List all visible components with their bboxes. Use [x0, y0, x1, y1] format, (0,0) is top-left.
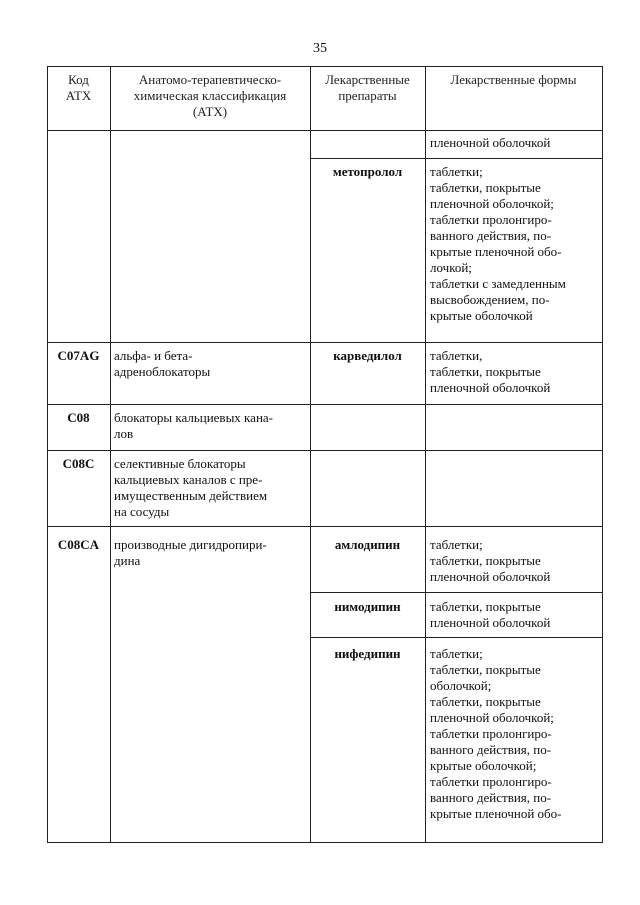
header-code: Код АТХ: [65, 72, 92, 103]
forms-cell: таблетки; таблетки, покрытые оболочкой; таблетки, покрытые пленочной оболочкой; таблетки пролонгиро- ванного действия, по- крытые оболочкой; таблетки пролонгиро- ванного действия, по- крытые пленочной обо-: [430, 646, 562, 821]
classification-cell: селективные блокаторы кальциевых каналов с пре- имущественным действием на сосуды: [114, 456, 268, 519]
header-classification: Анатомо-терапевтическо- химическая классификация (АТХ): [133, 72, 287, 119]
table-border-bottom: [47, 842, 602, 843]
code-cell: C08C: [62, 456, 95, 471]
forms-cell: таблетки, покрытые пленочной оболочкой: [430, 599, 551, 630]
column-divider: [310, 66, 311, 843]
drug-cell: нимодипин: [334, 599, 401, 614]
drug-cell: метопролол: [332, 164, 403, 179]
forms-cell: пленочной оболочкой: [430, 135, 551, 150]
row-divider: [310, 637, 602, 638]
row-divider: [47, 450, 602, 451]
row-divider: [310, 592, 602, 593]
header-forms: Лекарственные формы: [450, 72, 577, 87]
row-divider: [47, 526, 602, 527]
page-number: 35: [313, 41, 327, 56]
forms-cell: таблетки; таблетки, покрытые пленочной оболочкой: [430, 537, 551, 584]
classification-cell: производные дигидропири- дина: [114, 537, 267, 568]
atc-table: [47, 66, 602, 843]
drug-cell: амлодипин: [334, 537, 401, 552]
code-cell: C08CA: [57, 537, 100, 552]
row-divider: [47, 404, 602, 405]
column-divider: [425, 66, 426, 843]
classification-cell: блокаторы кальциевых кана- лов: [114, 410, 273, 441]
table-border-top: [47, 66, 602, 67]
code-cell: C08: [67, 410, 90, 425]
drug-cell: карведилол: [333, 348, 402, 363]
header-divider: [47, 130, 602, 131]
table-border-right: [602, 66, 603, 843]
drug-cell: нифедипин: [334, 646, 401, 661]
classification-cell: альфа- и бета- адреноблокаторы: [114, 348, 211, 379]
row-divider: [310, 158, 602, 159]
code-cell: C07AG: [57, 348, 100, 363]
forms-cell: таблетки; таблетки, покрытые пленочной оболочкой; таблетки пролонгиро- ванного действия, по- крытые пленочной обо- лочкой; таблетки с замедленным высвобождением, по- крытые оболочкой: [430, 164, 566, 323]
table-border-left: [47, 66, 48, 843]
forms-cell: таблетки, таблетки, покрытые пленочной оболочкой: [430, 348, 551, 395]
row-divider: [47, 342, 602, 343]
header-drugs: Лекарственные препараты: [325, 72, 410, 103]
column-divider: [110, 66, 111, 843]
